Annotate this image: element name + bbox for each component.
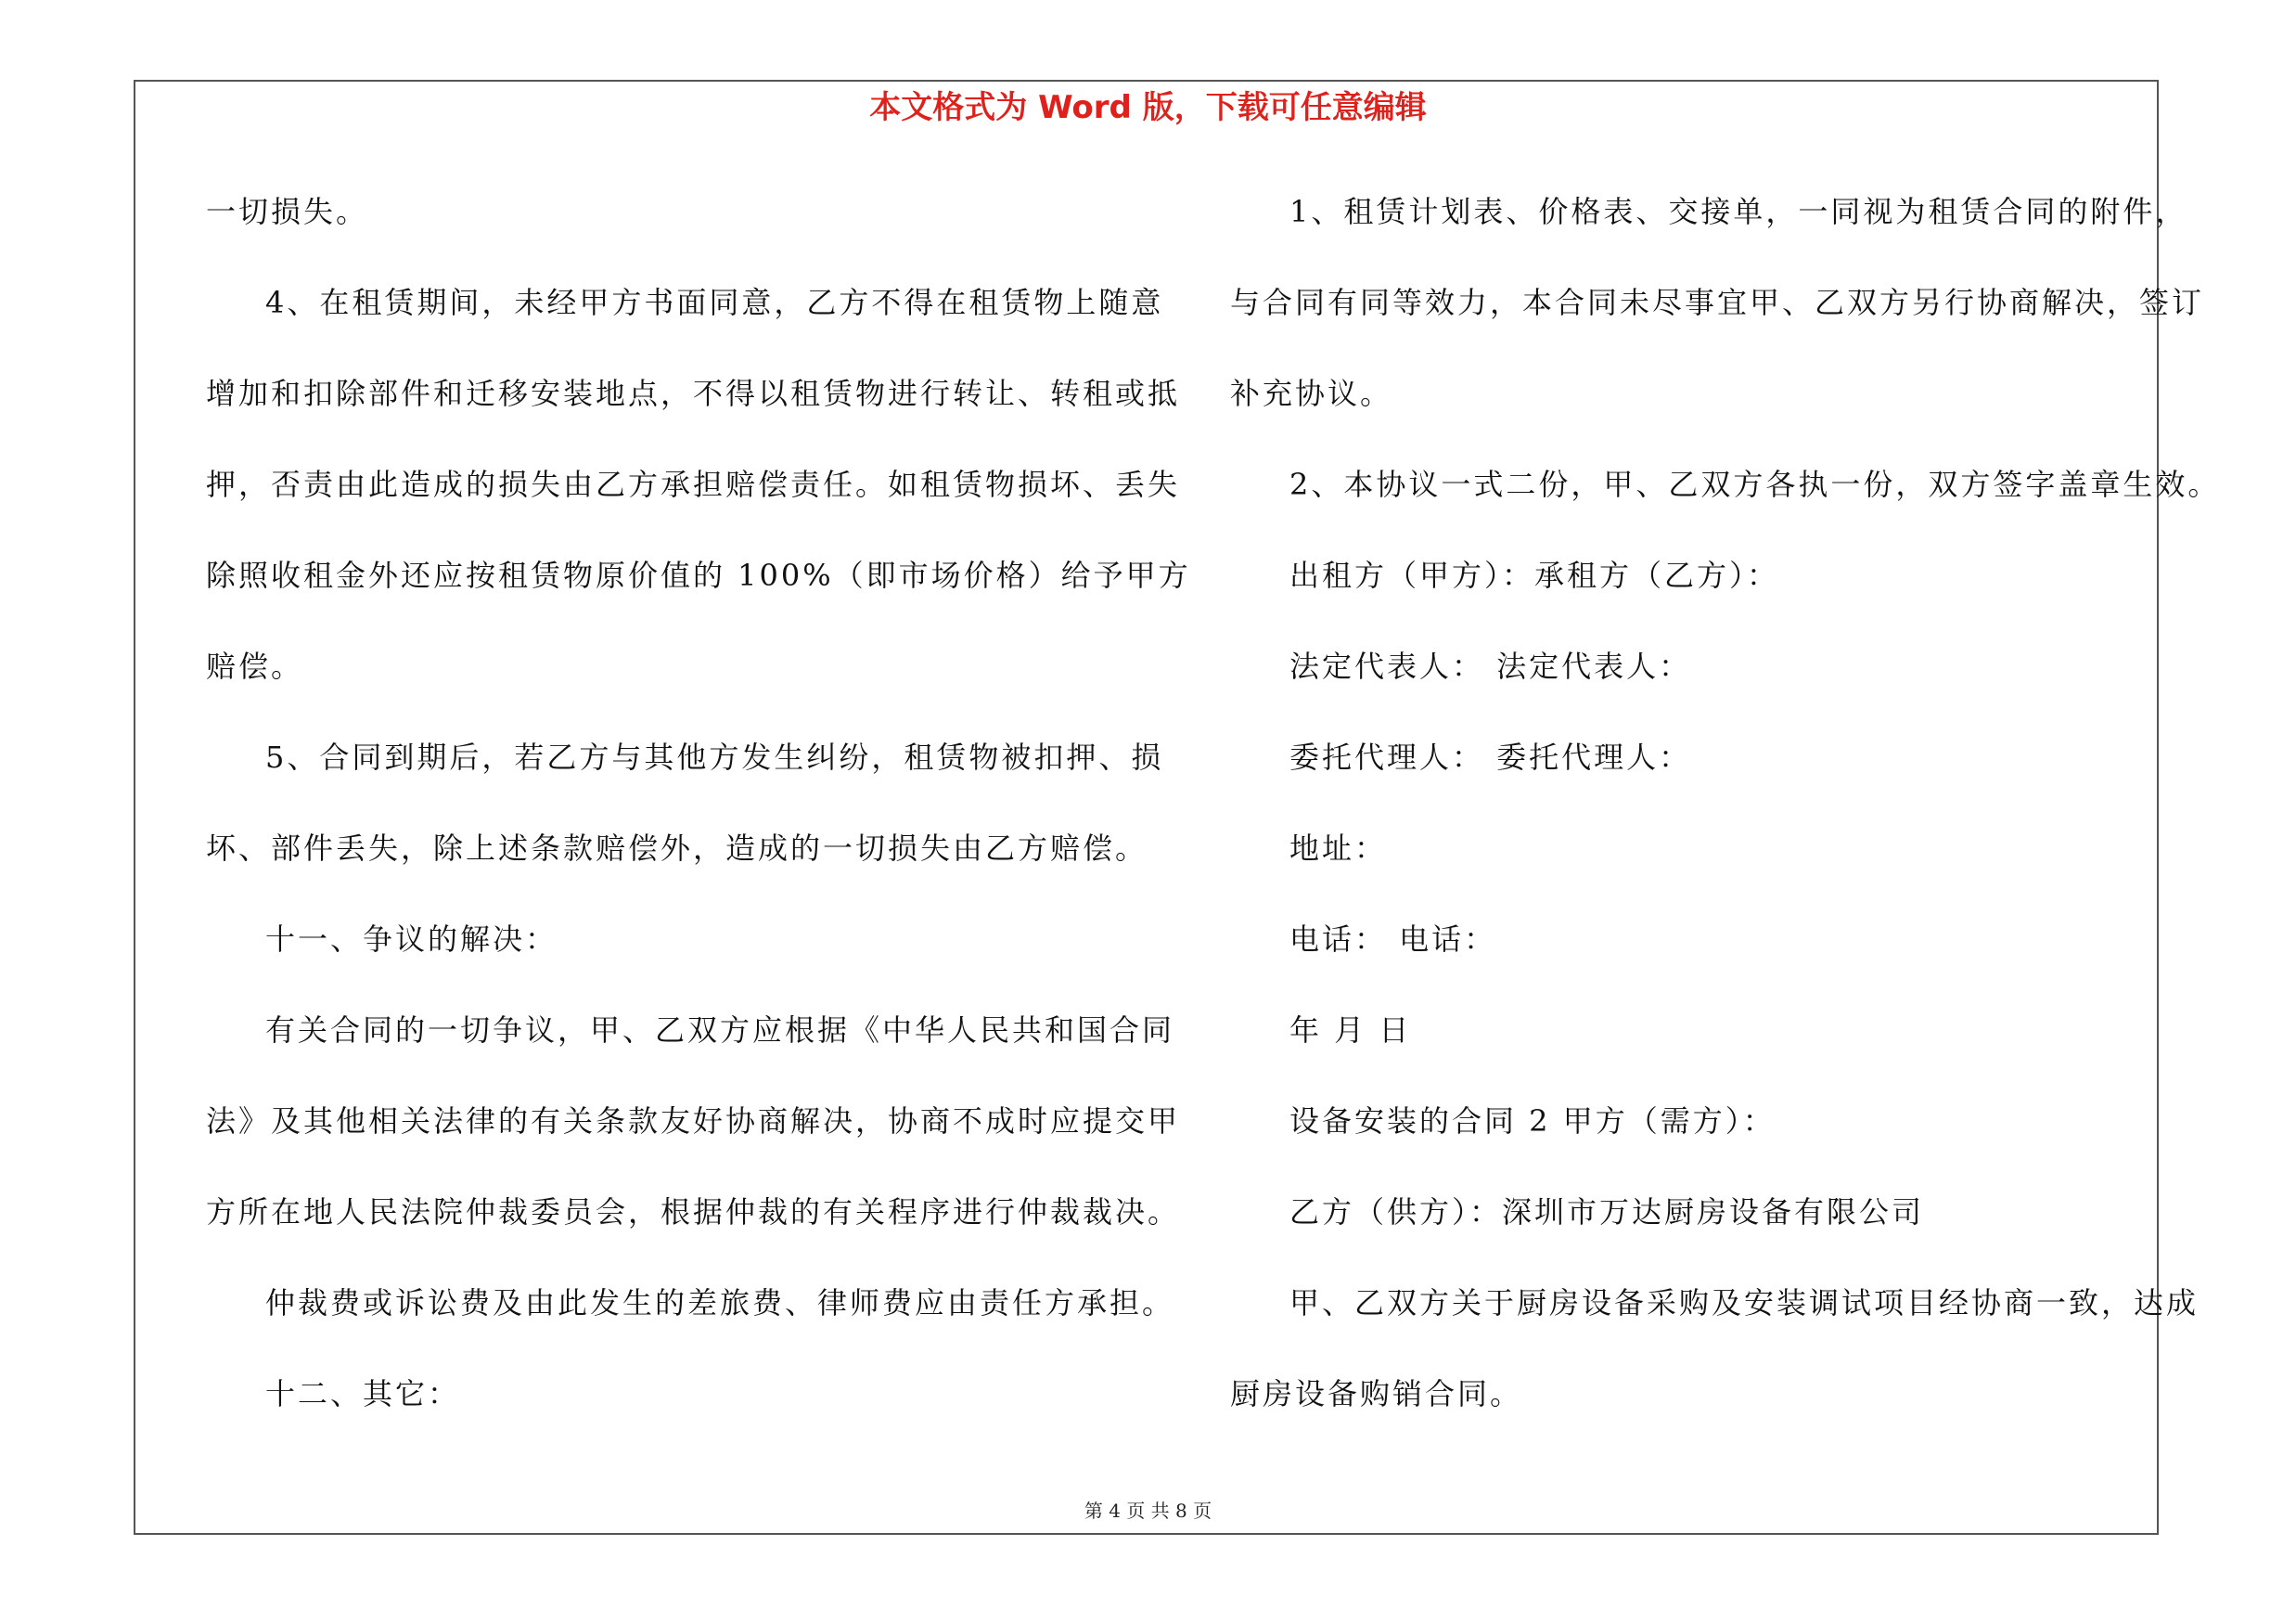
text-line: 2、本协议一式二份，甲、乙双方各执一份，双方签字盖章生效。 xyxy=(1289,467,2221,502)
text-line: 仲裁费或诉讼费及由此发生的差旅费、律师费应由责任方承担。 xyxy=(265,1285,1175,1320)
text-line: 出租方（甲方）：承租方（乙方）： xyxy=(1289,558,1780,593)
text-line: 4、在租赁期间，未经甲方书面同意，乙方不得在租赁物上随意 xyxy=(265,285,1164,320)
text-line: 增加和扣除部件和迁移安装地点，不得以租赁物进行转让、转租或抵 xyxy=(206,376,1181,411)
right-text-column xyxy=(1230,184,2221,1457)
text-line: 有关合同的一切争议，甲、乙双方应根据《中华人民共和国合同 xyxy=(265,1012,1175,1048)
text-line: 设备安装的合同 2 甲方（需方）： xyxy=(1289,1103,1776,1139)
text-line: 一切损失。 xyxy=(206,194,369,229)
text-line: 除照收租金外还应按租赁物原价值的 100%（即市场价格）给予甲方 xyxy=(206,558,1191,593)
text-line: 乙方（供方）：深圳市万达厨房设备有限公司 xyxy=(1289,1194,1925,1230)
text-line: 厨房设备购销合同。 xyxy=(1230,1376,1523,1411)
text-line: 地址： xyxy=(1289,831,1388,866)
document-banner: 本文格式为 Word 版，下载可任意编辑 xyxy=(869,89,1427,126)
page-number-footer: 第 4 页 共 8 页 xyxy=(1084,1500,1212,1522)
text-line: 电话： 电话： xyxy=(1289,921,1497,957)
text-line: 委托代理人： 委托代理人： xyxy=(1289,740,1692,775)
text-line: 甲、乙双方关于厨房设备采购及安装调试项目经协商一致，达成 xyxy=(1289,1285,2200,1320)
text-line: 赔偿。 xyxy=(206,649,304,684)
text-line: 1、租赁计划表、价格表、交接单，一同视为租赁合同的附件， xyxy=(1289,194,2188,229)
left-text-column xyxy=(206,184,1191,1457)
text-line: 法定代表人： 法定代表人： xyxy=(1289,649,1692,684)
text-line: 年 月 日 xyxy=(1289,1012,1412,1048)
text-line: 押，否责由此造成的损失由乙方承担赔偿责任。如租赁物损坏、丢失 xyxy=(206,467,1181,502)
text-line: 方所在地人民法院仲裁委员会，根据仲裁的有关程序进行仲裁裁决。 xyxy=(206,1194,1181,1230)
text-line: 十二、其它： xyxy=(265,1376,461,1411)
text-line: 十一、争议的解决： xyxy=(265,921,558,957)
text-line: 补充协议。 xyxy=(1230,376,1393,411)
text-line: 5、合同到期后，若乙方与其他方发生纠纷，租赁物被扣押、损 xyxy=(265,740,1164,775)
text-line: 坏、部件丢失，除上述条款赔偿外，造成的一切损失由乙方赔偿。 xyxy=(206,831,1148,866)
text-line: 法》及其他相关法律的有关条款友好协商解决，协商不成时应提交甲 xyxy=(206,1103,1181,1139)
text-line: 与合同有同等效力，本合同未尽事宜甲、乙双方另行协商解决，签订 xyxy=(1230,285,2205,320)
